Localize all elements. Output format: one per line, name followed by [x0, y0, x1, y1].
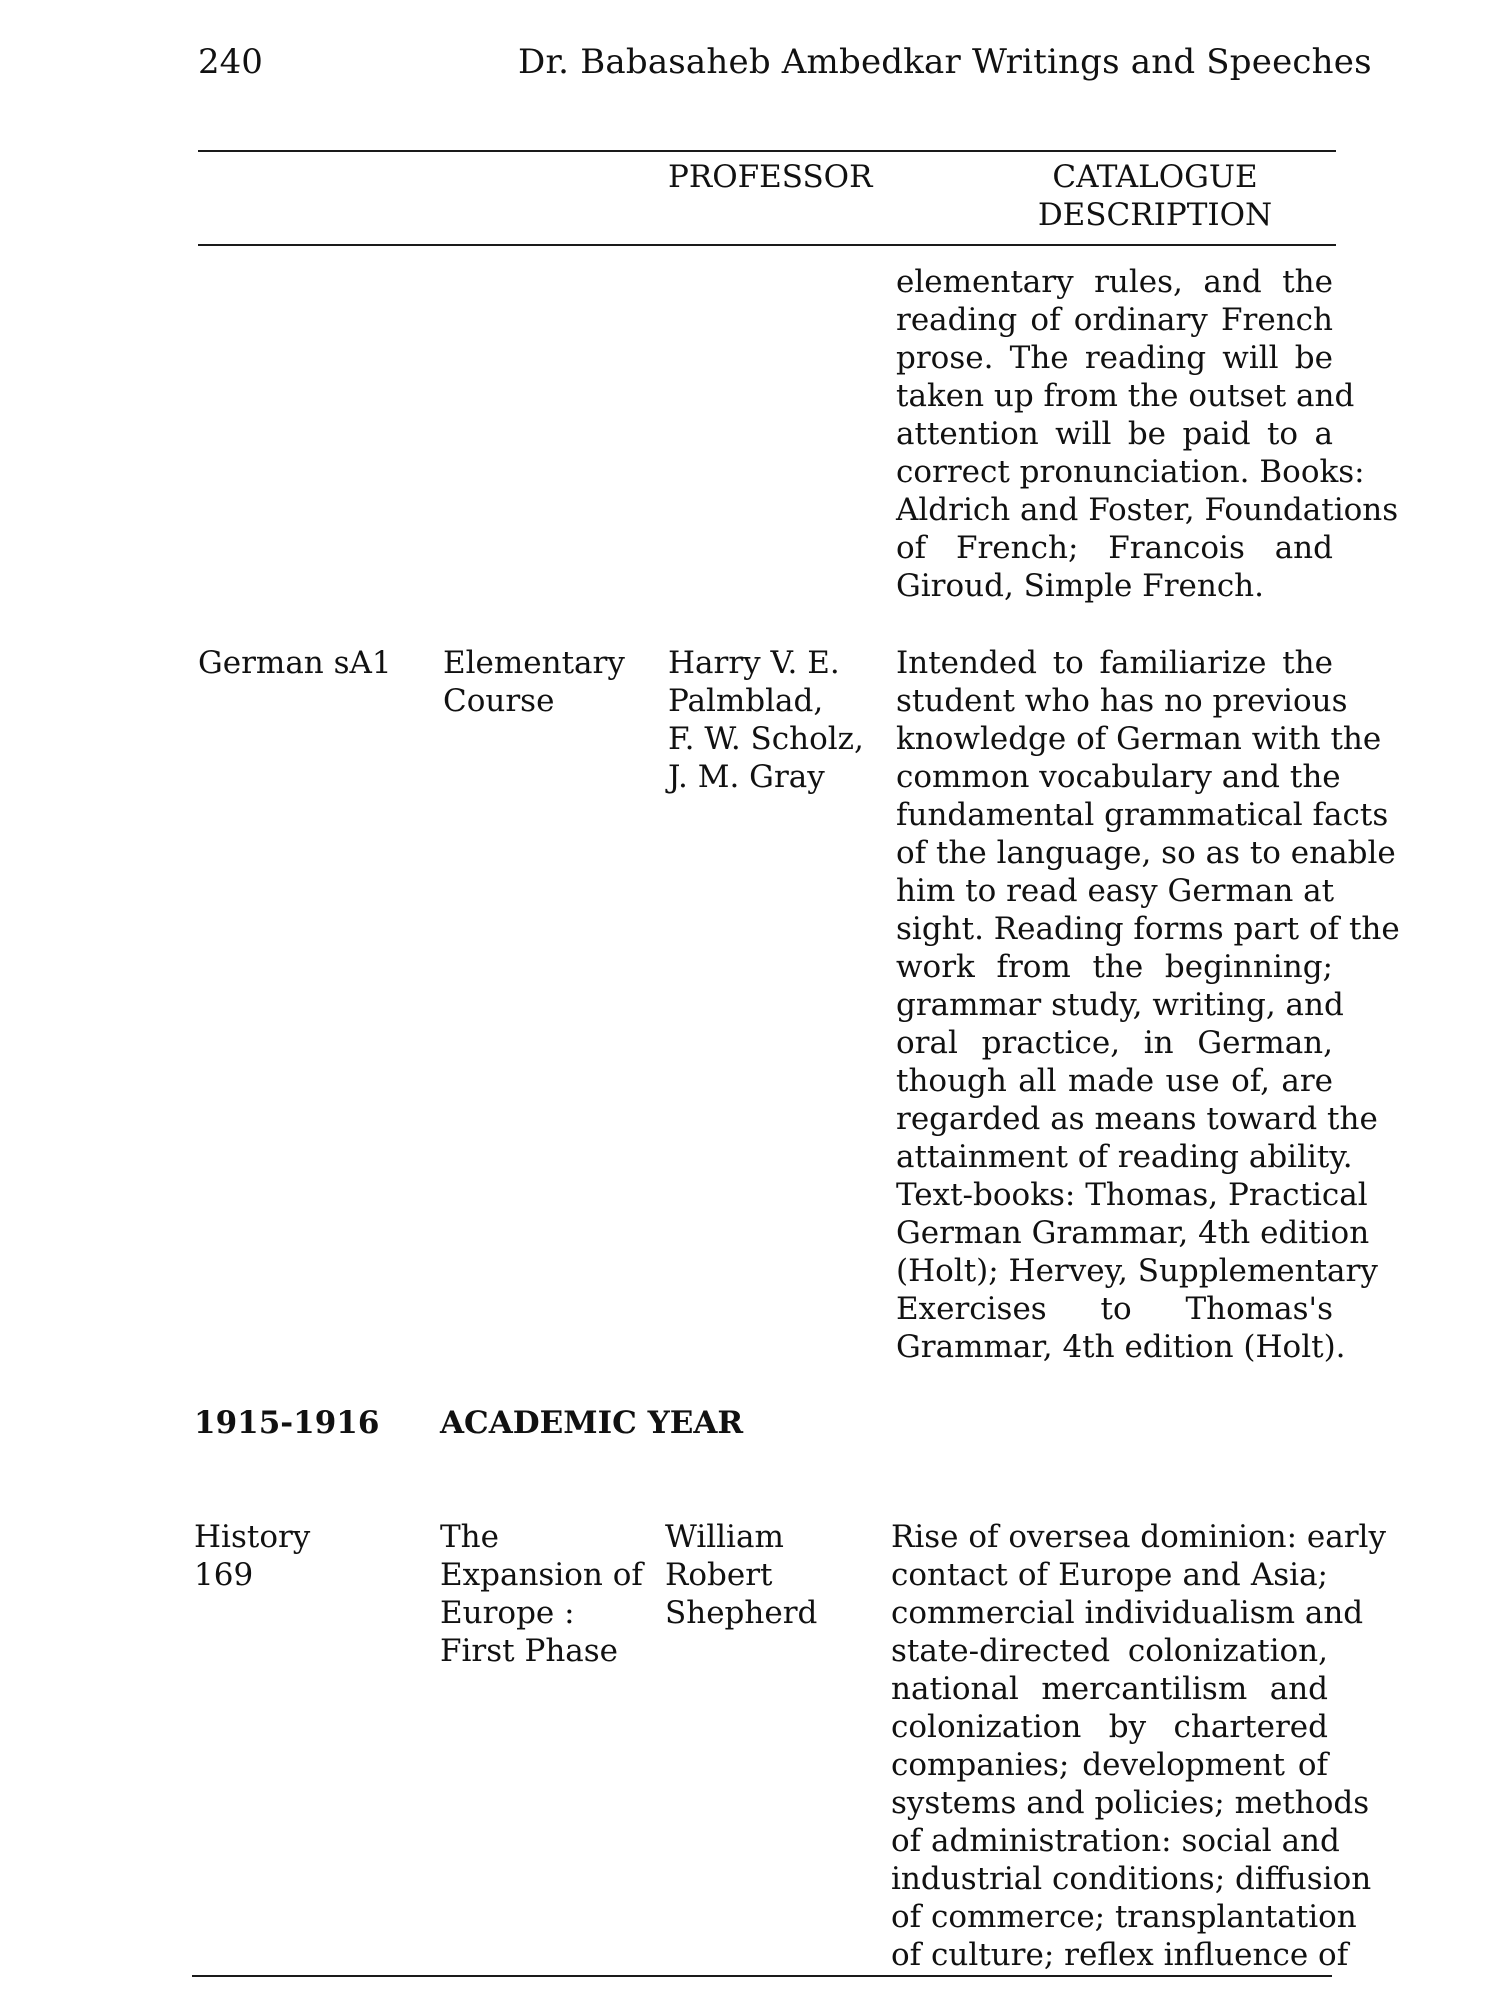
desc-line: common vocabulary and the [896, 759, 1341, 795]
desc-line: taken up from the outset and [896, 378, 1355, 414]
professor-line: William [665, 1519, 784, 1555]
table-head-rule [198, 244, 1336, 246]
course-title-line: Elementary [443, 645, 625, 681]
history-course-title [440, 1518, 643, 1670]
desc-line: fundamental grammatical facts [896, 797, 1389, 833]
desc-line: systems and policies; methods [891, 1785, 1370, 1821]
desc-line: state-directed colonization, [891, 1633, 1328, 1669]
desc-line: correct pronunciation. Books: [896, 454, 1365, 490]
desc-line: though all made use of, are [896, 1063, 1333, 1099]
course-code-line: 169 [194, 1557, 254, 1593]
catalogue-header-line1: CATALOGUE [1052, 159, 1258, 195]
desc-line: regarded as means toward the [896, 1101, 1378, 1137]
desc-line: Giroud, Simple French. [896, 568, 1265, 604]
desc-line: Rise of oversea dominion: early [891, 1519, 1386, 1555]
running-title: Dr. Babasaheb Ambedkar Writings and Speeches [518, 42, 1372, 82]
desc-line: attainment of reading ability. [896, 1139, 1353, 1175]
course-title-line: Expansion of [440, 1557, 643, 1593]
course-title-line: First Phase [440, 1633, 619, 1669]
catalogue-header-line2: DESCRIPTION [1037, 197, 1273, 233]
desc-line: companies; development of [891, 1747, 1328, 1783]
desc-line: national mercantilism and [891, 1671, 1328, 1707]
column-header-professor [668, 158, 873, 196]
academic-year-text: 1915-1916 [194, 1405, 380, 1441]
history-course-code [194, 1518, 310, 1594]
history-description [891, 1518, 1386, 1974]
desc-line: Grammar, 4th edition (Holt). [896, 1329, 1346, 1365]
professor-line: J. M. Gray [668, 759, 825, 795]
professor-line: Palmblad, [668, 683, 824, 719]
professor-line: F. W. Scholz, [668, 721, 864, 757]
desc-line: of administration: social and [891, 1823, 1340, 1859]
desc-line: industrial conditions; diffusion [891, 1861, 1372, 1897]
academic-year-label: ACADEMIC YEAR [440, 1405, 744, 1441]
desc-line: of culture; reflex influence of [891, 1937, 1349, 1973]
desc-line: of French; Francois and [896, 530, 1333, 566]
course-code-line: German sA1 [198, 645, 392, 681]
academic-year-range [194, 1404, 379, 1442]
desc-line: of commerce; transplantation [891, 1899, 1357, 1935]
desc-line: oral practice, in German, [896, 1025, 1333, 1061]
french-description-continued [896, 263, 1399, 605]
desc-line: German Grammar, 4th edition [896, 1215, 1370, 1251]
desc-line: (Holt); Hervey, Supplementary [896, 1253, 1378, 1289]
desc-line: contact of Europe and Asia; [891, 1557, 1328, 1593]
german-course-code [198, 644, 392, 682]
desc-line: work from the beginning; [896, 949, 1333, 985]
desc-line: him to read easy German at [896, 873, 1335, 909]
desc-line: commercial individualism and [891, 1595, 1364, 1631]
professor-line: Shepherd [665, 1595, 818, 1631]
course-code-line: History [194, 1519, 311, 1555]
desc-line: reading of ordinary French [896, 302, 1333, 338]
table-top-rule [198, 150, 1336, 152]
professor-header-text: PROFESSOR [668, 159, 873, 195]
course-title-line: The [440, 1519, 499, 1555]
desc-line: student who has no previous [896, 683, 1348, 719]
desc-line: colonization by chartered [891, 1709, 1328, 1745]
desc-line: Exercises to Thomas's [896, 1291, 1333, 1327]
academic-year-heading [440, 1404, 743, 1442]
german-course-title [443, 644, 625, 720]
professor-line: Harry V. E. [668, 645, 840, 681]
desc-line: Text-books: Thomas, Practical [896, 1177, 1368, 1213]
professor-line: Robert [665, 1557, 773, 1593]
course-title-line: Europe : [440, 1595, 575, 1631]
german-professors [668, 644, 864, 796]
desc-line: attention will be paid to a [896, 416, 1333, 452]
page-number: 240 [198, 42, 263, 82]
desc-line: elementary rules, and the [896, 264, 1333, 300]
desc-line: Intended to familiarize the [896, 645, 1333, 681]
desc-line: knowledge of German with the [896, 721, 1382, 757]
german-description [896, 644, 1400, 1366]
desc-line: sight. Reading forms part of the [896, 911, 1400, 947]
course-title-line: Course [443, 683, 555, 719]
desc-line: Aldrich and Foster, Foundations [896, 492, 1399, 528]
desc-line: grammar study, writing, and [896, 987, 1344, 1023]
desc-line: prose. The reading will be [896, 340, 1333, 376]
history-professor [665, 1518, 817, 1632]
table-bottom-rule [192, 1975, 1332, 1977]
desc-line: of the language, so as to enable [896, 835, 1396, 871]
column-header-catalogue [1010, 158, 1300, 234]
